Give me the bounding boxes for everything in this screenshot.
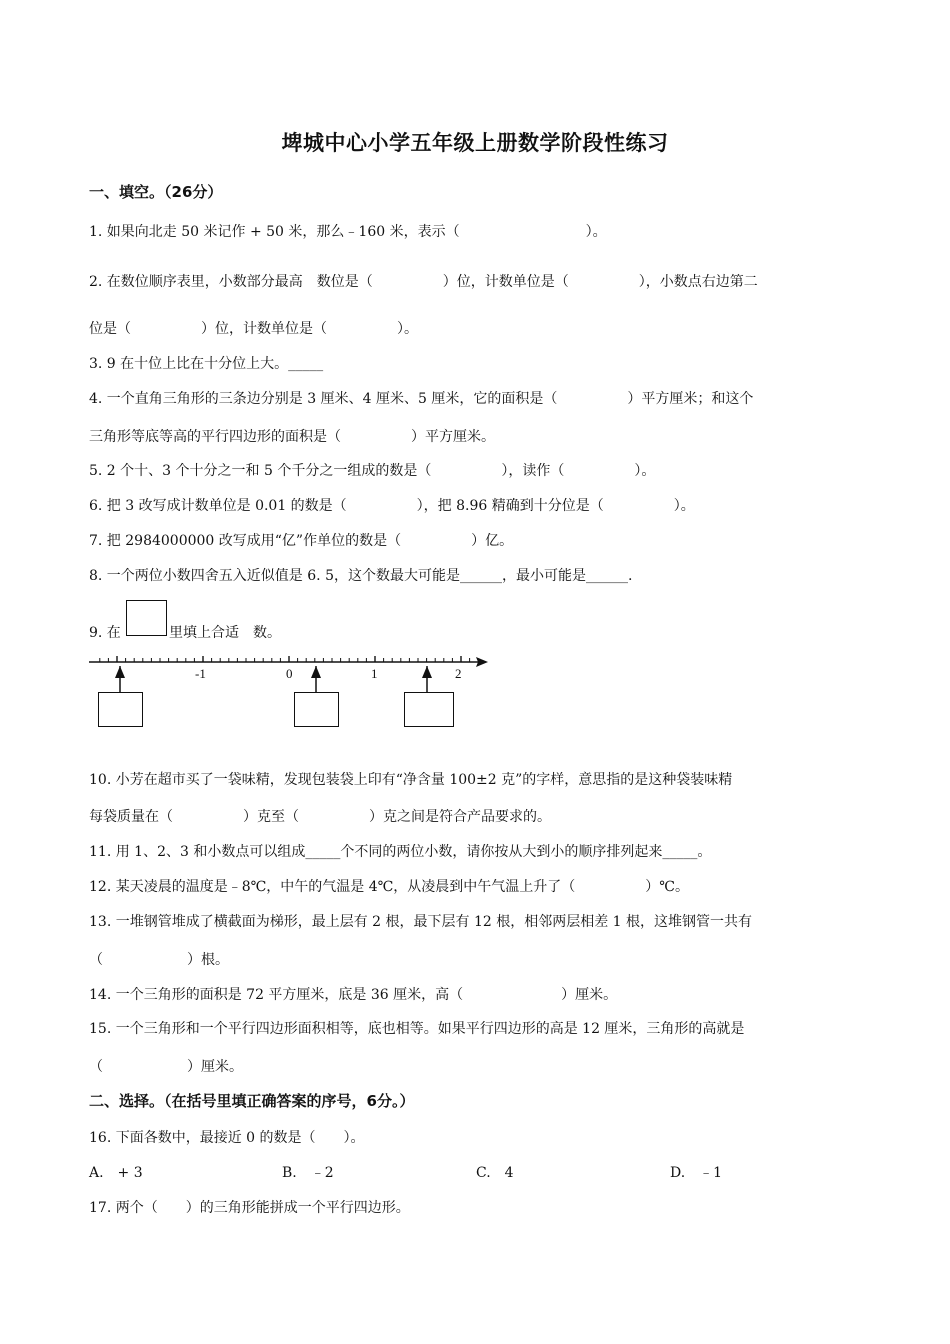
number-line-label: 1 — [371, 666, 378, 681]
option-c[interactable]: C. 4 — [476, 1165, 514, 1181]
answer-box-3[interactable] — [404, 692, 454, 727]
option-a[interactable]: A. + 3 — [89, 1165, 143, 1181]
question-16: 16. 下面各数中，最接近 0 的数是（ ）。 — [89, 1130, 365, 1146]
number-line-label: 2 — [455, 666, 462, 681]
question-11: 11. 用 1、2、3 和小数点可以组成_____个不同的两位小数，请你按从大到小的顺序排列起来_____。 — [89, 844, 712, 860]
question-12: 12. 某天凌晨的温度是﹣8℃，中午的气温是 4℃，从凌晨到中午气温上升了（ ）℃。 — [89, 879, 689, 895]
question-2-line-2: 位是（ ）位，计数单位是（ ）。 — [89, 321, 418, 337]
number-line-label: -1 — [195, 666, 206, 681]
question-9-prefix: 9. 在 — [89, 625, 121, 641]
question-6: 6. 把 3 改写成计数单位是 0.01 的数是（ ），把 8.96 精确到十分位是（ ）。 — [89, 498, 695, 514]
option-b[interactable]: B. ﹣2 — [282, 1165, 334, 1181]
question-13-line-1: 13. 一堆钢管堆成了横截面为梯形，最上层有 2 根，最下层有 12 根，相邻两层相差 1 根，这堆钢管一共有 — [89, 914, 753, 930]
question-7: 7. 把 2984000000 改写成用“亿”作单位的数是（ ）亿。 — [89, 533, 514, 549]
question-15-line-2: （ ）厘米。 — [89, 1059, 243, 1075]
option-d[interactable]: D. ﹣1 — [670, 1165, 723, 1181]
number-line-ticks — [100, 656, 470, 662]
question-14: 14. 一个三角形的面积是 72 平方厘米，底是 36 厘米，高（ ）厘米。 — [89, 987, 618, 1003]
number-line-label: 0 — [286, 666, 293, 681]
answer-box-inline[interactable] — [126, 600, 167, 636]
section-1-heading: 一、填空。（26分） — [89, 183, 223, 201]
question-15-line-1: 15. 一个三角形和一个平行四边形面积相等，底也相等。如果平行四边形的高是 12 厘米，三角形的高就是 — [89, 1021, 745, 1037]
section-2-heading: 二、选择。（在括号里填正确答案的序号，6分。） — [89, 1092, 415, 1110]
question-4-line-2: 三角形等底等高的平行四边形的面积是（ ）平方厘米。 — [89, 429, 495, 445]
question-13-line-2: （ ）根。 — [89, 952, 229, 968]
pointer-arrow-3-head — [422, 666, 432, 678]
question-8: 8. 一个两位小数四舍五入近似值是 6. 5，这个数最大可能是______，最小可能是______. — [89, 568, 633, 584]
page-title: 埤城中心小学五年级上册数学阶段性练习 — [281, 131, 669, 155]
answer-box-2[interactable] — [294, 692, 339, 727]
answer-box-1[interactable] — [98, 692, 143, 727]
question-10-line-1: 10. 小芳在超市买了一袋味精，发现包装袋上印有“净含量 100±2 克”的字样，意思指的是这种袋装味精 — [89, 772, 733, 788]
question-9-suffix: 里填上合适 数。 — [169, 625, 281, 641]
question-2-line-1: 2. 在数位顺序表里，小数部分最高 数位是（ ）位，计数单位是（ ），小数点右边第二 — [89, 274, 758, 290]
question-5: 5. 2 个十、3 个十分之一和 5 个千分之一组成的数是（ ），读作（ ）。 — [89, 463, 656, 479]
pointer-arrow-1-head — [115, 666, 125, 678]
question-17: 17. 两个（ ）的三角形能拼成一个平行四边形。 — [89, 1200, 410, 1216]
pointer-arrow-2-head — [311, 666, 321, 678]
question-1: 1. 如果向北走 50 米记作 + 50 米，那么﹣160 米，表示（ ）。 — [89, 224, 607, 240]
question-4-line-1: 4. 一个直角三角形的三条边分别是 3 厘米、4 厘米、5 厘米，它的面积是（ ）平方厘米；和这个 — [89, 391, 754, 407]
question-3: 3. 9 在十位上比在十分位上大。_____ — [89, 356, 324, 372]
question-10-line-2: 每袋质量在（ ）克至（ ）克之间是符合产品要求的。 — [89, 809, 551, 825]
